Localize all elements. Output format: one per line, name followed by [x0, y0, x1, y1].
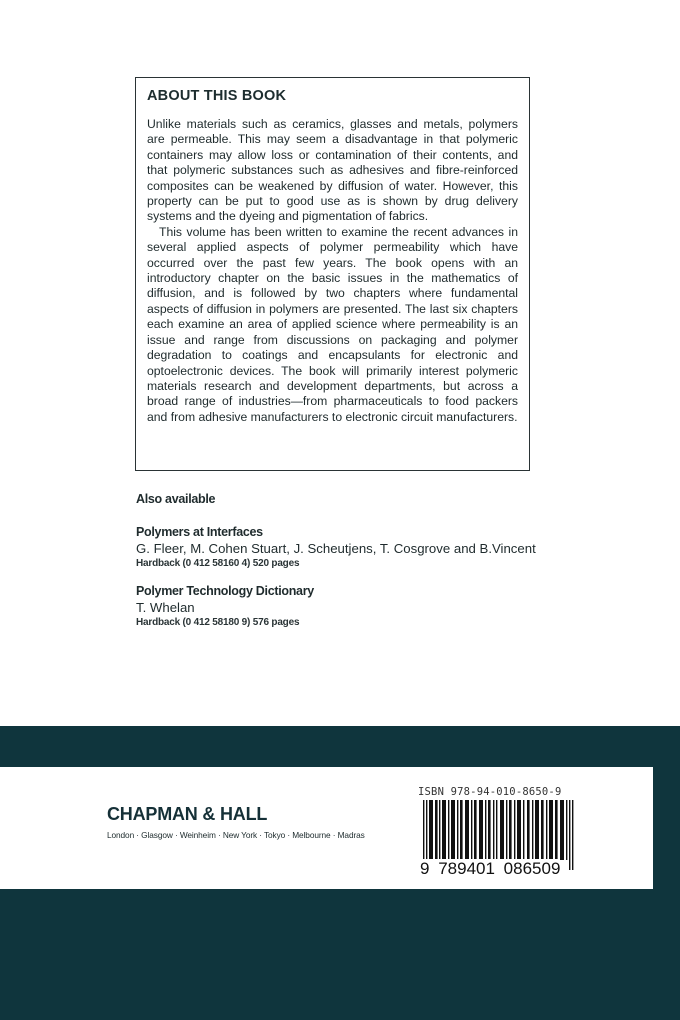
book-authors: G. Fleer, M. Cohen Stuart, J. Scheutjens, T. Cosgrove and B.Vincent [136, 541, 536, 556]
book-title: Polymer Technology Dictionary [136, 584, 314, 598]
book-meta: Hardback (0 412 58180 9) 576 pages [136, 617, 300, 628]
cover-band-right [653, 767, 680, 889]
also-available-section [136, 492, 536, 642]
book-title: Polymers at Interfaces [136, 525, 263, 539]
isbn-label: ISBN 978-94-010-8650-9 [418, 786, 562, 798]
about-paragraph-1: Unlike materials such as ceramics, glasses and metals, polymers are permeable. This may seem a disadvantage in that polymeric containers may allow loss or contamination of their contents, and that polymeric substances such as adhesives and fibre-reinforced composites can be weakened by diffusion of water. However, this property can be put to good use as is shown by drug delivery systems and the dyeing and pigmentation of fabrics. [147, 117, 518, 224]
about-paragraph-2: This volume has been written to examine the recent advances in several applied aspects of polymer permeability which have occurred over the past few years. The book opens with an introductory chapter on the basic issues in the mathematics of diffusion, and is followed by two chapters where fundamental aspects of diffusion in polymers are presented. The last six chapters each examine an area of applied science where permeability is an issue and range from discussions on packaging and polymer degradation to coatings and encapsulants for electronic and optoelectronic devices. The book will primarily interest polymeric materials research and development departments, but across a broad range of industries—from pharmaceuticals to food packers and from adhesive manufacturers to electronic circuit manufacturers. [147, 224, 518, 424]
about-title: ABOUT THIS BOOK [147, 88, 287, 104]
barcode-digits [420, 859, 560, 879]
also-available-heading: Also available [136, 492, 216, 506]
cover-band-bottom [0, 889, 680, 1020]
publisher-cities: London · Glasgow · Weinheim · New York · Tokyo · Melbourne · Madras [107, 830, 365, 840]
book-entry [136, 583, 536, 630]
barcode-digit-first: 9 [420, 859, 430, 878]
book-authors: T. Whelan [136, 600, 195, 615]
barcode-digits-left: 789401 [438, 859, 495, 878]
barcode-digits-right: 086509 [503, 859, 561, 878]
cover-band-top [0, 726, 680, 767]
publisher-name: CHAPMAN & HALL [107, 804, 268, 824]
about-this-book-box [135, 77, 530, 471]
book-meta: Hardback (0 412 58160 4) 520 pages [136, 558, 300, 569]
book-entry [136, 524, 536, 571]
publisher-logo [107, 804, 365, 840]
